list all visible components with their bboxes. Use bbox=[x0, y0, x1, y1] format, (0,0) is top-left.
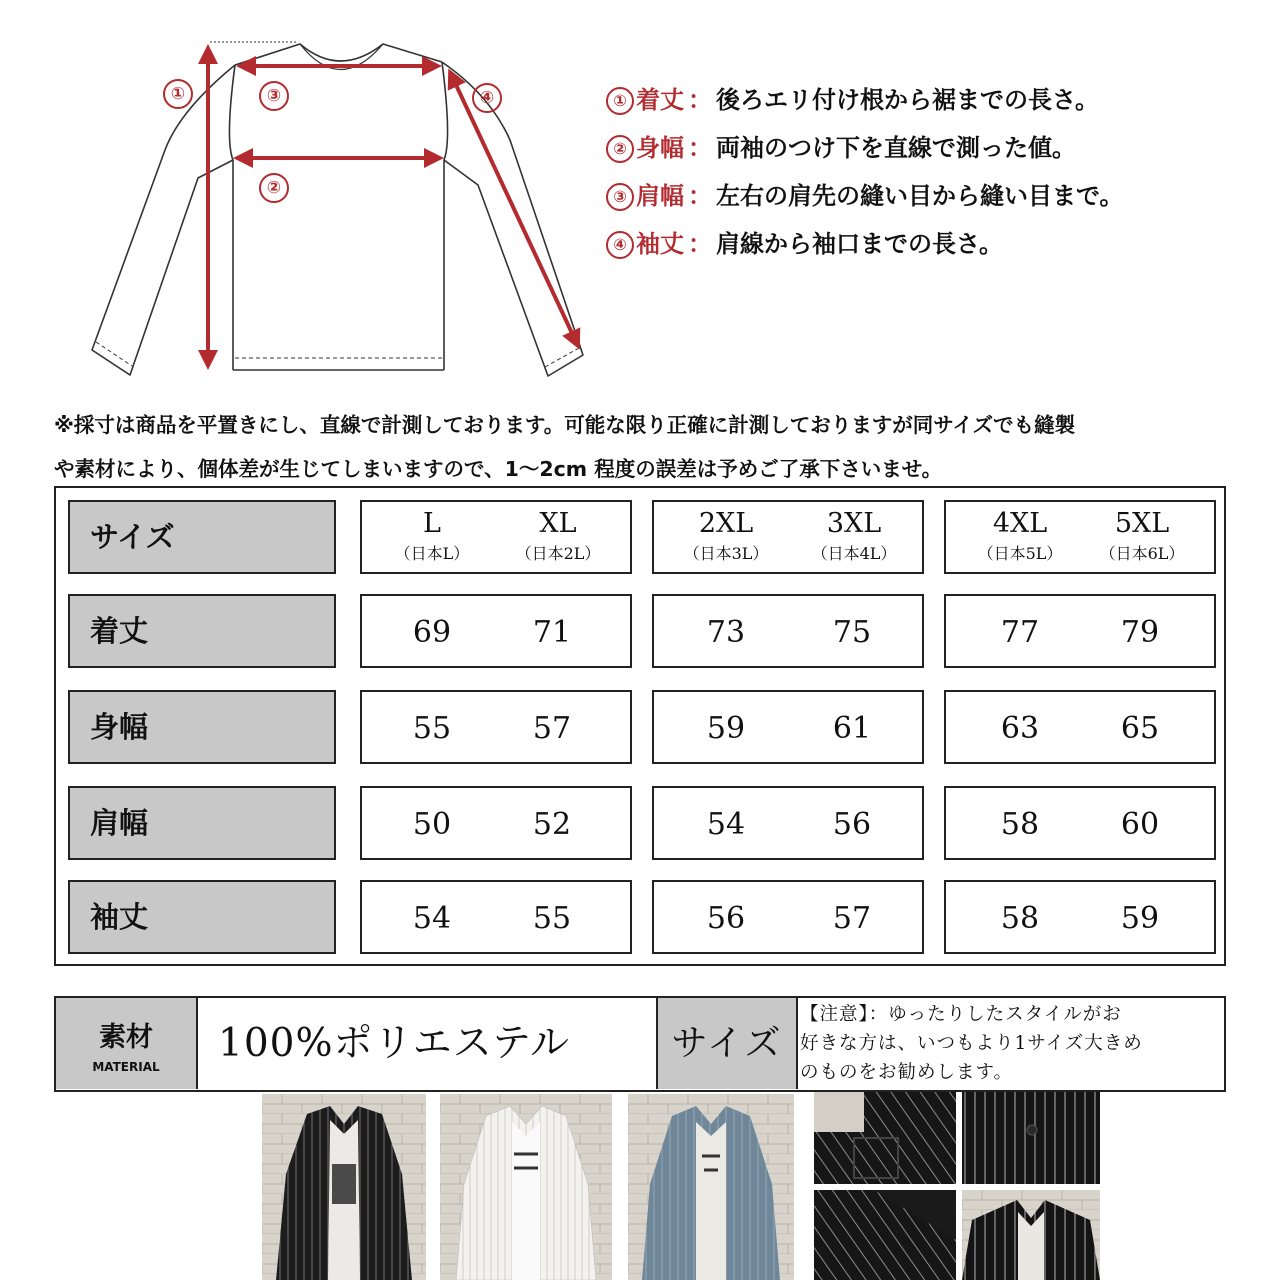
size-header-group-3 bbox=[944, 500, 1216, 574]
table-row bbox=[652, 690, 924, 764]
size-label: XL bbox=[539, 508, 577, 539]
size-label: 2XL bbox=[698, 508, 754, 539]
table-row bbox=[360, 786, 632, 860]
material-label-cell bbox=[56, 998, 198, 1089]
size-jp-label: （日本2L） bbox=[515, 544, 601, 563]
table-row bbox=[360, 690, 632, 764]
value-cell: 71 bbox=[532, 615, 572, 650]
value-cell: 56 bbox=[832, 807, 872, 842]
material-value: 100%ポリエステル bbox=[198, 998, 658, 1089]
value-cell: 75 bbox=[832, 615, 872, 650]
size-jp-label: （日本L） bbox=[394, 544, 470, 563]
measurement-note-line-2: や素材により、個体差が生じてしまいますので、1～2cm 程度の誤差は予めご了承下さいませ。 bbox=[54, 457, 943, 481]
size-advice-line-3: のものをお勧めします。 bbox=[800, 1062, 1014, 1083]
value-cell: 65 bbox=[1120, 711, 1160, 746]
marker-4: ④ bbox=[472, 83, 502, 113]
table-row bbox=[944, 594, 1216, 668]
detail-photo-collar bbox=[962, 1190, 1100, 1280]
product-photo-black bbox=[262, 1094, 426, 1280]
table-row bbox=[652, 880, 924, 954]
row-label-width: 身幅 bbox=[68, 690, 336, 764]
table-row bbox=[652, 786, 924, 860]
size-label: 3XL bbox=[826, 508, 882, 539]
size-label: L bbox=[423, 508, 441, 539]
value-cell: 58 bbox=[1000, 901, 1040, 936]
product-photo-white bbox=[440, 1094, 612, 1280]
size-header-group-1 bbox=[360, 500, 632, 574]
table-row bbox=[944, 786, 1216, 860]
material-label: 素材 bbox=[99, 1022, 153, 1053]
value-cell: 57 bbox=[532, 711, 572, 746]
table-row bbox=[360, 594, 632, 668]
value-cell: 60 bbox=[1120, 807, 1160, 842]
legend-item-shoulder: ③ 肩幅 ： 左右の肩先の縫い目から縫い目まで。 bbox=[606, 176, 1124, 216]
size-advice-line-1: 【注意】：ゆったりしたスタイルがお bbox=[800, 1004, 1122, 1025]
size-label: 4XL bbox=[992, 508, 1048, 539]
value-cell: 79 bbox=[1120, 615, 1160, 650]
value-cell: 52 bbox=[532, 807, 572, 842]
legend-item-sleeve: ④ 袖丈 ： 肩線から袖口までの長さ。 bbox=[606, 224, 1003, 264]
sleeve-arrow bbox=[450, 72, 578, 346]
value-cell: 57 bbox=[832, 901, 872, 936]
size-jp-label: （日本5L） bbox=[977, 544, 1063, 563]
table-row bbox=[360, 880, 632, 954]
legend-item-width: ② 身幅 ： 両袖のつけ下を直線で測った値。 bbox=[606, 128, 1076, 168]
size-jp-label: （日本4L） bbox=[811, 544, 897, 563]
table-row bbox=[944, 880, 1216, 954]
value-cell: 59 bbox=[1120, 901, 1160, 936]
marker-1: ① bbox=[163, 79, 193, 109]
marker-2: ② bbox=[259, 173, 289, 203]
size-header-label: サイズ bbox=[68, 500, 336, 574]
value-cell: 54 bbox=[706, 807, 746, 842]
value-cell: 50 bbox=[412, 807, 452, 842]
value-cell: 54 bbox=[412, 901, 452, 936]
value-cell: 58 bbox=[1000, 807, 1040, 842]
detail-photo-pocket bbox=[814, 1092, 956, 1184]
row-label-shoulder: 肩幅 bbox=[68, 786, 336, 860]
size-jp-label: （日本3L） bbox=[683, 544, 769, 563]
value-cell: 61 bbox=[832, 711, 872, 746]
value-cell: 59 bbox=[706, 711, 746, 746]
value-cell: 56 bbox=[706, 901, 746, 936]
value-cell: 69 bbox=[412, 615, 452, 650]
table-row bbox=[944, 690, 1216, 764]
value-cell: 63 bbox=[1000, 711, 1040, 746]
product-photo-blue bbox=[628, 1094, 794, 1280]
size-label: 5XL bbox=[1114, 508, 1170, 539]
size-header-group-2 bbox=[652, 500, 924, 574]
detail-photo-button bbox=[962, 1092, 1100, 1184]
shirt-measurement-diagram bbox=[0, 0, 600, 400]
value-cell: 77 bbox=[1000, 615, 1040, 650]
material-table bbox=[54, 996, 1226, 1092]
marker-3: ③ bbox=[259, 81, 289, 111]
size-advice-note bbox=[800, 1000, 1220, 1087]
table-row bbox=[652, 594, 924, 668]
row-label-sleeve: 袖丈 bbox=[68, 880, 336, 954]
value-cell: 55 bbox=[412, 711, 452, 746]
value-cell: 55 bbox=[532, 901, 572, 936]
size-advice-line-2: 好きな方は、いつもより1サイズ大きめ bbox=[800, 1033, 1143, 1054]
value-cell: 73 bbox=[706, 615, 746, 650]
measurement-note-line-1: ※採寸は商品を平置きにし、直線で計測しております。可能な限り正確に計測しておりますが同サイズでも縫製 bbox=[54, 413, 1076, 437]
detail-photo-cuff bbox=[814, 1190, 956, 1280]
size-jp-label: （日本6L） bbox=[1099, 544, 1185, 563]
size-table bbox=[54, 486, 1226, 966]
material-label-en: MATERIAL bbox=[92, 1060, 160, 1074]
shirt-outline bbox=[0, 0, 600, 400]
row-label-length: 着丈 bbox=[68, 594, 336, 668]
size-advice-label: サイズ bbox=[658, 998, 798, 1089]
legend-item-length: ① 着丈 ： 後ろエリ付け根から裾までの長さ。 bbox=[606, 80, 1099, 120]
